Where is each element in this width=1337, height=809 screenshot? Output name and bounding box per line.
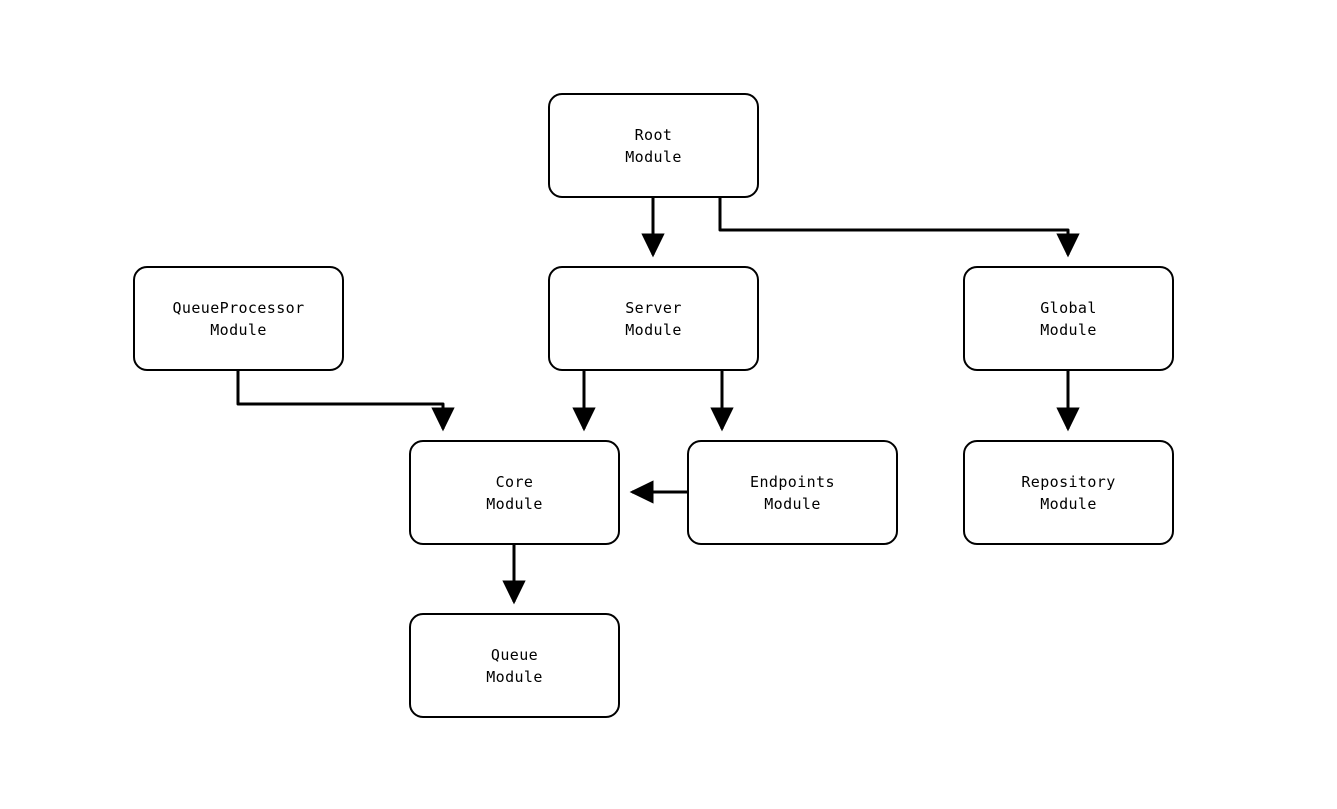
node-queueprocessor-label-line2: Module: [210, 320, 267, 339]
node-queueprocessor[interactable]: [133, 266, 344, 371]
node-global-label-line1: Global: [1040, 298, 1097, 317]
node-queue-label-line2: Module: [486, 667, 543, 686]
node-root-label-line2: Module: [625, 147, 682, 166]
node-root-label-line1: Root: [634, 125, 673, 144]
node-queue-label-line1: Queue: [490, 645, 539, 664]
node-server[interactable]: [548, 266, 759, 371]
node-server-label-line2: Module: [625, 320, 682, 339]
node-global-label-line2: Module: [1040, 320, 1097, 339]
edge-root-global: [720, 198, 1068, 255]
node-repository-label-line1: Repository: [1021, 472, 1116, 491]
node-endpoints[interactable]: [687, 440, 898, 545]
node-endpoints-label-line1: Endpoints: [750, 472, 835, 491]
node-server-label-line1: Server: [625, 298, 682, 317]
node-queue[interactable]: [409, 613, 620, 718]
node-repository-label-line2: Module: [1040, 494, 1097, 513]
node-core-label-line1: Core: [495, 472, 534, 491]
node-root[interactable]: [548, 93, 759, 198]
edge-queueprocessor-core: [238, 371, 443, 429]
node-repository[interactable]: [963, 440, 1174, 545]
node-core-label-line2: Module: [486, 494, 543, 513]
node-queueprocessor-label-line1: QueueProcessor: [172, 298, 305, 317]
node-global[interactable]: [963, 266, 1174, 371]
node-core[interactable]: [409, 440, 620, 545]
node-endpoints-label-line2: Module: [764, 494, 821, 513]
